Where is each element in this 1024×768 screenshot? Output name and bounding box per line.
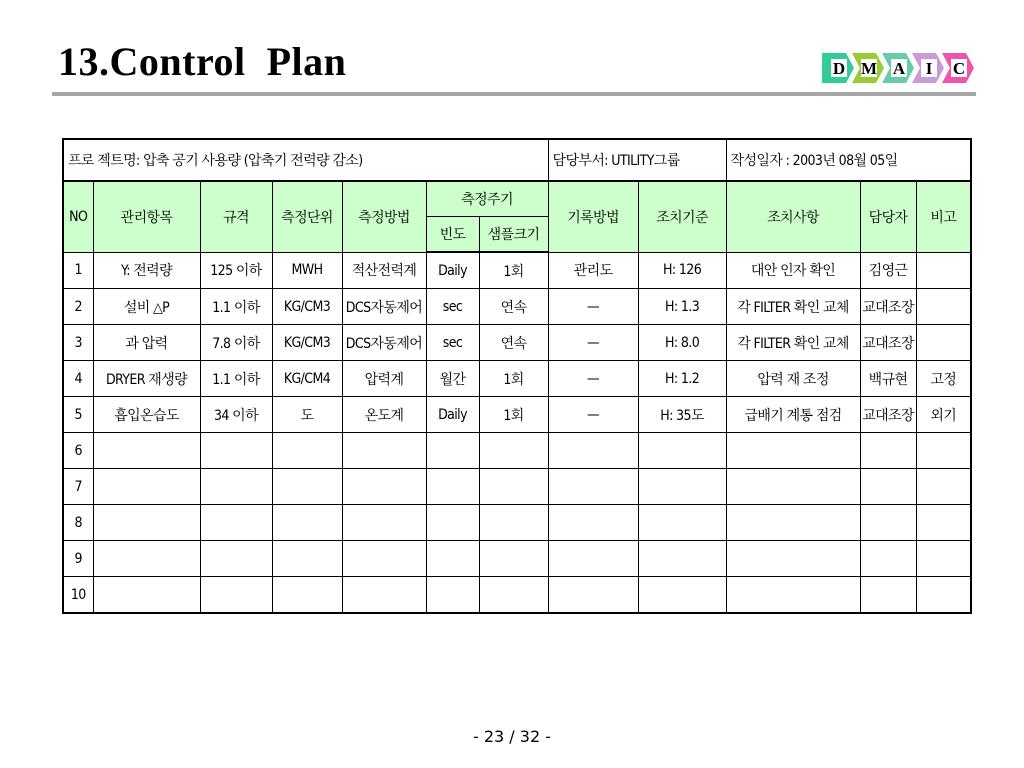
cell-record: — <box>548 289 638 325</box>
cell-unit <box>272 541 342 577</box>
cell-no: 7 <box>63 469 93 505</box>
cell-sample <box>479 505 548 541</box>
cell-action <box>726 505 860 541</box>
cell-method <box>342 433 426 469</box>
cell-action: 대안 인자 확인 <box>726 252 860 289</box>
cell-freq <box>426 541 479 577</box>
cell-item: 흡입온습도 <box>93 397 200 433</box>
cell-item: DRYER 재생량 <box>93 361 200 397</box>
cell-sample <box>479 469 548 505</box>
cell-sample <box>479 577 548 614</box>
cell-unit: KG/CM4 <box>272 361 342 397</box>
cell-action <box>726 541 860 577</box>
header-method: 측정방법 <box>342 181 426 252</box>
cell-spec: 125 이하 <box>200 252 272 289</box>
cell-no: 9 <box>63 541 93 577</box>
cell-freq: Daily <box>426 252 479 289</box>
cell-unit: 도 <box>272 397 342 433</box>
cell-spec: 1.1 이하 <box>200 361 272 397</box>
cell-remark <box>916 577 971 614</box>
cell-owner: 교대조장 <box>860 397 916 433</box>
table-row <box>63 325 971 361</box>
cell-unit <box>272 433 342 469</box>
cell-method: DCS자동제어 <box>342 325 426 361</box>
cell-criteria: H: 35도 <box>638 397 726 433</box>
table-row <box>63 541 971 577</box>
dmaic-letter: I <box>925 59 933 78</box>
cell-remark <box>916 433 971 469</box>
cell-unit: KG/CM3 <box>272 289 342 325</box>
title-divider <box>52 92 976 96</box>
cell-action <box>726 433 860 469</box>
header-row <box>63 181 971 217</box>
cell-owner: 김영근 <box>860 252 916 289</box>
cell-remark: 고정 <box>916 361 971 397</box>
cell-method: 온도계 <box>342 397 426 433</box>
dmaic-letter: A <box>892 59 906 78</box>
cell-freq: 월간 <box>426 361 479 397</box>
header-item: 관리항목 <box>93 181 200 252</box>
cell-criteria: H: 8.0 <box>638 325 726 361</box>
cell-spec <box>200 469 272 505</box>
cell-freq <box>426 577 479 614</box>
cell-record: — <box>548 397 638 433</box>
table-row <box>63 505 971 541</box>
cell-method: 압력계 <box>342 361 426 397</box>
table-row <box>63 433 971 469</box>
cell-unit <box>272 469 342 505</box>
cell-action: 각 FILTER 확인 교체 <box>726 289 860 325</box>
cell-criteria: H: 126 <box>638 252 726 289</box>
cell-freq: sec <box>426 289 479 325</box>
cell-item: 과 압력 <box>93 325 200 361</box>
header-frequency: 빈도 <box>426 217 479 253</box>
cell-owner: 교대조장 <box>860 289 916 325</box>
header-remark: 비고 <box>916 181 971 252</box>
cell-method: DCS자동제어 <box>342 289 426 325</box>
header-owner: 담당자 <box>860 181 916 252</box>
cell-record <box>548 541 638 577</box>
cell-spec: 1.1 이하 <box>200 289 272 325</box>
cell-sample: 연속 <box>479 325 548 361</box>
header-spec: 규격 <box>200 181 272 252</box>
cell-record: — <box>548 325 638 361</box>
cell-freq: Daily <box>426 397 479 433</box>
cell-freq <box>426 433 479 469</box>
cell-method <box>342 541 426 577</box>
cell-owner: 교대조장 <box>860 325 916 361</box>
cell-unit: MWH <box>272 252 342 289</box>
cell-criteria <box>638 469 726 505</box>
cell-spec: 34 이하 <box>200 397 272 433</box>
cell-owner <box>860 505 916 541</box>
cell-no: 6 <box>63 433 93 469</box>
cell-no: 10 <box>63 577 93 614</box>
cell-item <box>93 541 200 577</box>
table-row <box>63 469 971 505</box>
cell-item: Y: 전력량 <box>93 252 200 289</box>
cell-sample <box>479 433 548 469</box>
cell-action: 급배기 계통 점검 <box>726 397 860 433</box>
cell-no: 3 <box>63 325 93 361</box>
cell-sample: 연속 <box>479 289 548 325</box>
table-row <box>63 289 971 325</box>
cell-record <box>548 469 638 505</box>
cell-item <box>93 433 200 469</box>
cell-no: 1 <box>63 252 93 289</box>
header-criteria: 조치기준 <box>638 181 726 252</box>
cell-sample: 1회 <box>479 361 548 397</box>
cell-record <box>548 433 638 469</box>
control-plan-table-container <box>62 138 970 614</box>
header-sample-size: 샘플크기 <box>479 217 548 253</box>
cell-method: 적산전력계 <box>342 252 426 289</box>
cell-criteria: H: 1.3 <box>638 289 726 325</box>
table-row <box>63 577 971 614</box>
cell-spec: 7.8 이하 <box>200 325 272 361</box>
cell-item: 설비 △P <box>93 289 200 325</box>
table-row <box>63 361 971 397</box>
header-cycle: 측정주기 <box>426 181 548 217</box>
dmaic-letter: D <box>832 59 846 78</box>
page-title: 13.Control Plan <box>58 39 347 84</box>
created-date: 작성일자 : 2003년 08월 05일 <box>726 139 971 181</box>
project-name: 프로 젝트명: 압축 공기 사용량 (압축기 전력량 감소) <box>63 139 548 181</box>
cell-remark <box>916 505 971 541</box>
cell-criteria: H: 1.2 <box>638 361 726 397</box>
header-unit: 측정단위 <box>272 181 342 252</box>
dmaic-letter: M <box>860 59 878 78</box>
cell-item <box>93 505 200 541</box>
cell-spec <box>200 577 272 614</box>
cell-no: 4 <box>63 361 93 397</box>
cell-record <box>548 505 638 541</box>
cell-method <box>342 505 426 541</box>
cell-record: — <box>548 361 638 397</box>
table-row <box>63 397 971 433</box>
cell-unit <box>272 505 342 541</box>
cell-no: 5 <box>63 397 93 433</box>
header-record: 기록방법 <box>548 181 638 252</box>
cell-action: 각 FILTER 확인 교체 <box>726 325 860 361</box>
cell-criteria <box>638 541 726 577</box>
department: 담당부서: UTILITY그룹 <box>548 139 726 181</box>
cell-remark <box>916 469 971 505</box>
cell-spec <box>200 505 272 541</box>
dmaic-logo <box>820 48 976 88</box>
cell-criteria <box>638 505 726 541</box>
cell-remark <box>916 325 971 361</box>
header-no: NO <box>63 181 93 252</box>
cell-sample <box>479 541 548 577</box>
cell-method <box>342 577 426 614</box>
control-plan-table <box>62 138 972 614</box>
cell-no: 8 <box>63 505 93 541</box>
cell-action: 압력 재 조정 <box>726 361 860 397</box>
cell-spec <box>200 541 272 577</box>
cell-remark <box>916 289 971 325</box>
cell-freq <box>426 505 479 541</box>
cell-record: 관리도 <box>548 252 638 289</box>
cell-criteria <box>638 577 726 614</box>
cell-owner <box>860 469 916 505</box>
cell-unit <box>272 577 342 614</box>
cell-item <box>93 577 200 614</box>
cell-sample: 1회 <box>479 397 548 433</box>
header-action: 조치사항 <box>726 181 860 252</box>
cell-owner <box>860 577 916 614</box>
cell-no: 2 <box>63 289 93 325</box>
cell-owner <box>860 541 916 577</box>
cell-spec <box>200 433 272 469</box>
project-info-row <box>63 139 971 181</box>
cell-owner <box>860 433 916 469</box>
cell-owner: 백규현 <box>860 361 916 397</box>
cell-freq: sec <box>426 325 479 361</box>
cell-record <box>548 577 638 614</box>
page-number: - 23 / 32 - <box>473 727 551 746</box>
cell-remark <box>916 541 971 577</box>
cell-action <box>726 577 860 614</box>
cell-sample: 1회 <box>479 252 548 289</box>
cell-method <box>342 469 426 505</box>
cell-action <box>726 469 860 505</box>
cell-freq <box>426 469 479 505</box>
cell-unit: KG/CM3 <box>272 325 342 361</box>
cell-criteria <box>638 433 726 469</box>
table-row <box>63 252 971 289</box>
dmaic-letter: C <box>952 59 966 78</box>
cell-remark <box>916 252 971 289</box>
cell-remark: 외기 <box>916 397 971 433</box>
cell-item <box>93 469 200 505</box>
